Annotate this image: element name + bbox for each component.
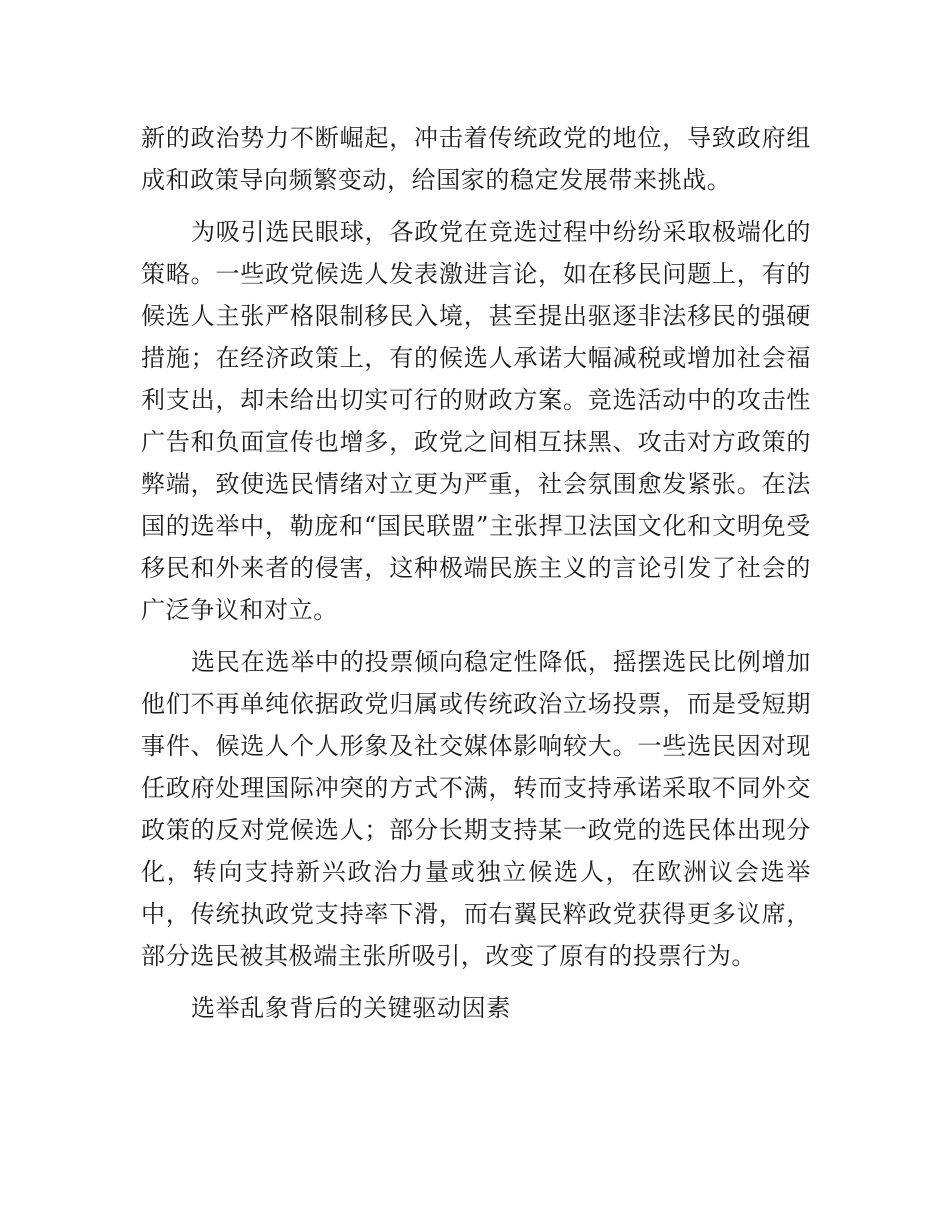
paragraph-campaign-strategies: 为吸引选民眼球，各政党在竞选过程中纷纷采取极端化的策略。一些政党候选人发表激进言论，如在移民问题上，有的候选人主张严格限制移民入境，甚至提出驱逐非法移民的强硬措施；在经济政策上，有的候选人承诺大幅减税或增加社会福利支出，却未给出切实可行的财政方案。竞选活动中的攻击性广告和负面宣传也增多，政党之间相互抹黑、攻击对方政策的弊端，致使选民情绪对立更为严重，社会氛围愈发紧张。在法国的选举中，勒庞和“国民联盟”主张捍卫法国文化和文明免受移民和外来者的侵害，这种极端民族主义的言论引发了社会的广泛争议和对立。 xyxy=(141,218,811,624)
paragraph-voter-behavior: 选民在选举中的投票倾向稳定性降低，摇摆选民比例增加他们不再单纯依据政党归属或传统政治立场投票，而是受短期事件、候选人个人形象及社交媒体影响较大。一些选民因对现任政府处理国际冲突的方式不满，转而支持承诺采取不同外交政策的反对党候选人；部分长期支持某一政党的选民体出现分化，转向支持新兴政治力量或独立候选人，在欧洲议会选举中，传统执政党支持率下滑，而右翼民粹政党获得更多议席，部分选民被其极端主张所吸引，改变了原有的投票行为。 xyxy=(141,648,811,970)
document-page xyxy=(141,117,811,1029)
paragraph-continued: 新的政治势力不断崛起，冲击着传统政党的地位，导致政府组成和政策导向频繁变动，给国家的稳定发展带来挑战。 xyxy=(141,124,811,194)
section-heading: 选举乱象背后的关键驱动因素 xyxy=(191,994,511,1022)
